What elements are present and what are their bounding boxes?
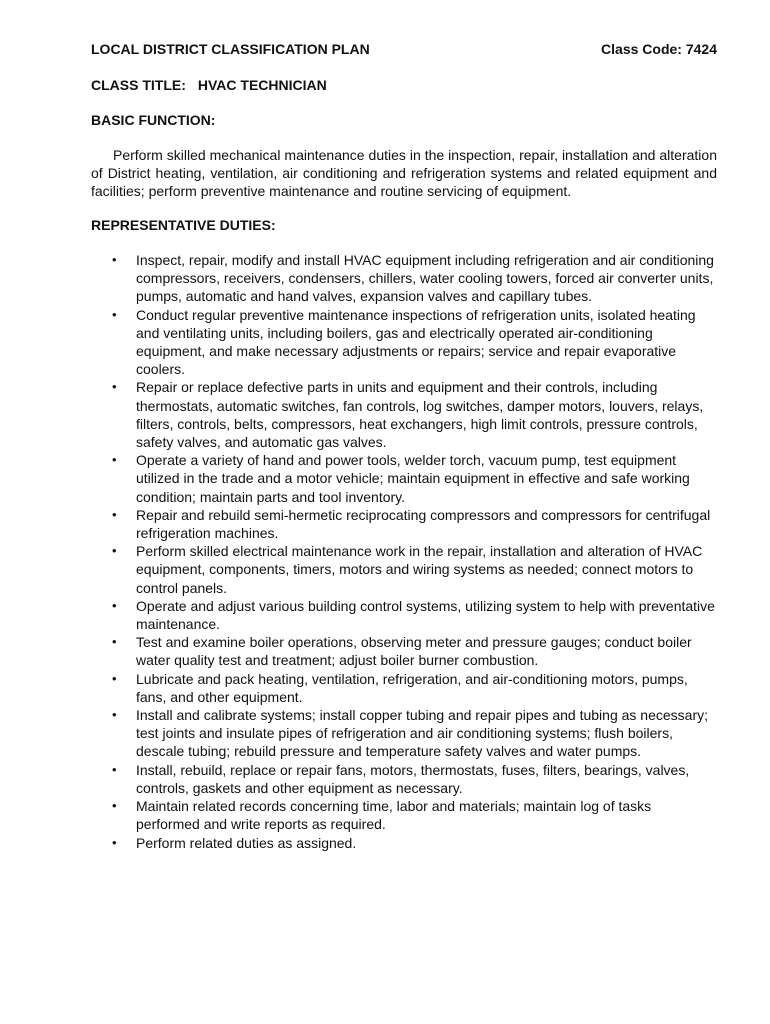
bullet-icon: • — [112, 597, 117, 613]
duty-item — [91, 251, 717, 306]
representative-duties-heading: REPRESENTATIVE DUTIES: — [91, 217, 276, 233]
duty-text: Install and calibrate systems; install copper tubing and repair pipes and tubing as necessary; test joints and insulate pipes of refrigeration and air conditioning systems; flush boilers, descale tubing; rebuild pressure and temperature safety valves and water pumps. — [136, 707, 708, 760]
bullet-icon: • — [112, 761, 117, 777]
duty-item — [91, 506, 717, 542]
duty-item — [91, 451, 717, 506]
class-code — [601, 40, 717, 58]
basic-function-heading: BASIC FUNCTION: — [91, 112, 216, 128]
class-code-value: 7424 — [685, 41, 717, 57]
duty-item — [91, 706, 717, 761]
bullet-icon: • — [112, 543, 117, 559]
bullet-icon: • — [112, 707, 117, 723]
bullet-icon: • — [112, 634, 117, 650]
duty-text: Test and examine boiler operations, observing meter and pressure gauges; conduct boiler water quality test and treatment; adjust boiler burner combustion. — [136, 634, 692, 669]
duty-item — [91, 670, 717, 706]
duty-text: Install, rebuild, replace or repair fans, motors, thermostats, fuses, filters, bearings, valves, controls, gaskets and other equipment as necessary. — [136, 761, 690, 796]
plan-title: LOCAL DISTRICT CLASSIFICATION PLAN — [91, 41, 370, 57]
bullet-icon: • — [112, 670, 117, 686]
duty-text: Inspect, repair, modify and install HVAC equipment including refrigeration and air conditioning compressors, receivers, condensers, chillers, water cooling towers, forced air converter units, pumps, automatic and hand valves, expansion valves and capillary tubes. — [136, 252, 714, 305]
document-page — [91, 40, 717, 852]
duty-item — [91, 542, 717, 597]
duty-text: Maintain related records concerning time, labor and materials; maintain log of tasks performed and write reports as required. — [136, 798, 652, 833]
class-title-value: HVAC TECHNICIAN — [197, 77, 327, 93]
document-header — [91, 40, 717, 58]
bullet-icon: • — [112, 452, 117, 468]
duty-text: Repair and rebuild semi-hermetic reciprocating compressors and compressors for centrifugal refrigeration machines. — [136, 506, 711, 542]
bullet-icon: • — [112, 252, 117, 267]
duty-text: Perform related duties as assigned. — [136, 834, 357, 851]
bullet-icon: • — [112, 379, 117, 395]
duty-item — [91, 306, 717, 379]
duty-item — [91, 797, 717, 833]
duty-text: Operate a variety of hand and power tools, welder torch, vacuum pump, test equipment utilized in the trade and a motor vehicle; maintain equipment in effective and safe working condition; maintain parts and tool inventory. — [136, 452, 690, 505]
duty-item — [91, 633, 717, 669]
class-title-label: CLASS TITLE: — [91, 77, 186, 93]
bullet-icon: • — [112, 798, 117, 814]
class-title — [91, 76, 717, 94]
bullet-icon: • — [112, 506, 117, 522]
duty-text: Conduct regular preventive maintenance inspections of refrigeration units, isolated heating and ventilating units, including boilers, gas and electrically operated air-conditioning equipment, and make necessary adjustments or repairs; service and repair evaporative coolers. — [136, 306, 696, 378]
duty-item — [91, 378, 717, 451]
basic-function-text: Perform skilled mechanical maintenance duties in the inspection, repair, installation and alteration of District heating, ventilation, air conditioning and refrigeration systems and related equipment and facilities; perform preventive maintenance and routine servicing of equipment. — [91, 147, 717, 199]
duty-text: Lubricate and pack heating, ventilation, refrigeration, and air-conditioning motors, pumps, fans, and other equipment. — [136, 670, 688, 705]
duty-text: Operate and adjust various building control systems, utilizing system to help with preventative maintenance. — [136, 597, 715, 633]
duty-item — [91, 761, 717, 797]
bullet-icon: • — [112, 834, 117, 850]
bullet-icon: • — [112, 306, 117, 322]
duties-list — [91, 251, 717, 852]
duty-item — [91, 597, 717, 633]
duty-text: Repair or replace defective parts in units and equipment and their controls, including thermostats, automatic switches, fan controls, log switches, damper motors, louvers, relays, filters, controls, belts, compressors, heat exchangers, high limit controls, pressure controls, safety valves, and automatic gas valves. — [136, 379, 704, 451]
duty-text: Perform skilled electrical maintenance work in the repair, installation and alteration of HVAC equipment, components, timers, motors and wiring systems as needed; connect motors to control panels. — [136, 543, 703, 596]
duty-item — [91, 834, 717, 852]
class-code-label: Class Code: — [601, 41, 682, 57]
